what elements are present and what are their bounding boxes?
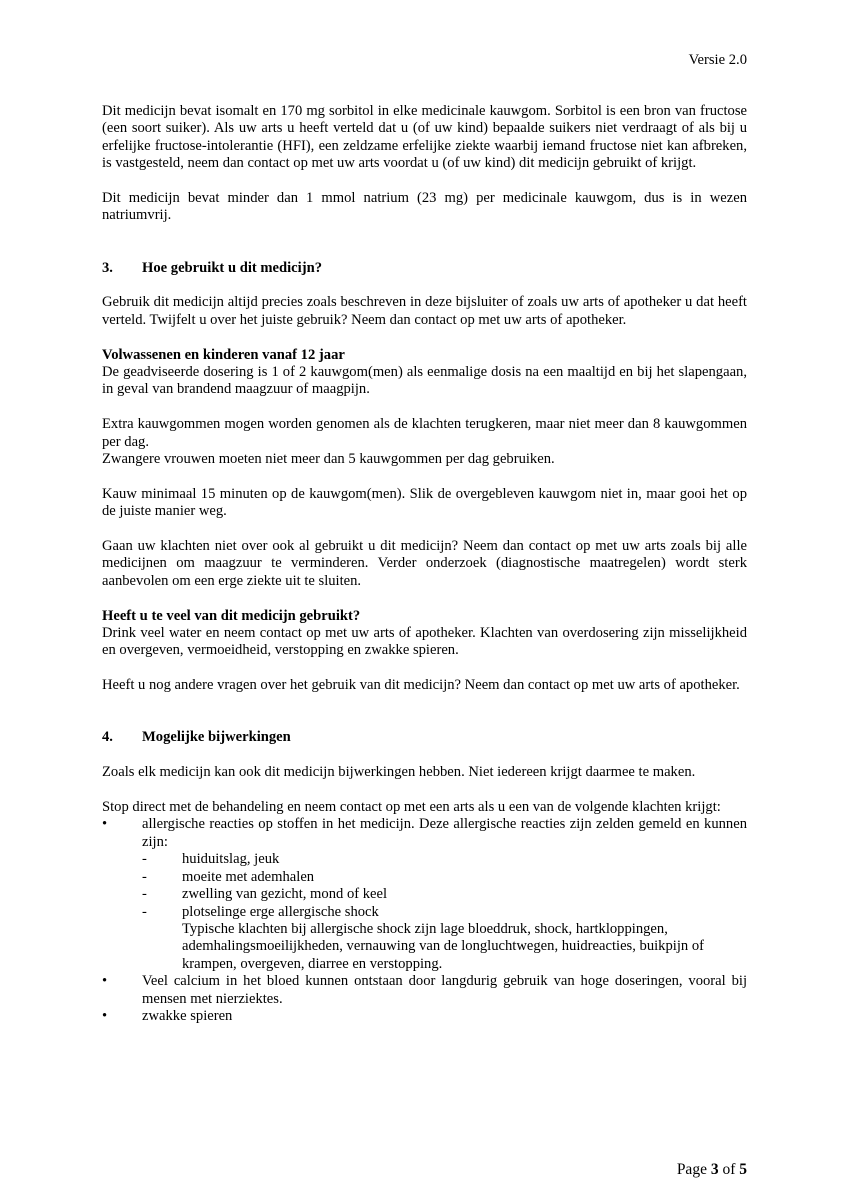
overdose-subheading: Heeft u te veel van dit medicijn gebruikt? bbox=[102, 607, 361, 624]
chew-paragraph: Kauw minimaal 15 minuten op de kauwgom(men). Slik de overgebleven kauwgom niet in, maar gooi het op de juiste manier weg. bbox=[102, 485, 747, 520]
allergic-reactions-text: • allergische reacties op stoffen in het medicijn. Deze allergische reacties zijn zelden gemeld en kunnen zijn: bbox=[142, 816, 747, 850]
document-body bbox=[102, 103, 747, 1025]
extra-gum-paragraph: Extra kauwgommen mogen worden genomen als de klachten terugkeren, maar niet meer dan 8 kauwgommen per dag. bbox=[102, 416, 747, 450]
list-item: • Veel calcium in het bloed kunnen ontstaan door langdurig gebruik van hoge doseringen, vooral bij mensen met nierziektes. bbox=[102, 973, 747, 1008]
list-item: - moeite met ademhalen bbox=[142, 869, 747, 886]
dosage-paragraph: De geadviseerde dosering is 1 of 2 kauwgom(men) als eenmalige dosis na een maaltijd en bij het slapengaan, in geval van brandend maagzuur of maagpijn. bbox=[102, 364, 747, 398]
allergic-symptoms-list bbox=[142, 851, 747, 921]
pregnant-paragraph: Zwangere vrouwen moeten niet meer dan 5 kauwgommen per dag gebruiken. bbox=[102, 451, 555, 468]
side-effects-paragraph: Zoals elk medicijn kan ook dit medicijn bijwerkingen hebben. Niet iedereen krijgt daarmee te maken. bbox=[102, 764, 696, 781]
shock-symptoms-note: Typische klachten bij allergische shock zijn lage bloeddruk, shock, hartkloppingen, ademhalingsmoeilijkheden, vernauwing van de longluchtwegen, huidreacties, buikpijn of krampen, overgeven, diarree en verstopping. bbox=[182, 920, 704, 972]
overdose-paragraph: Drink veel water en neem contact op met uw arts of apotheker. Klachten van overdosering zijn misselijkheid en overgeven, vermoeidheid, verstopping en zwakke spieren. bbox=[102, 625, 747, 659]
persisting-complaints-paragraph: Gaan uw klachten niet over ook al gebruikt u dit medicijn? Neem dan contact op met uw arts zoals bij alle medicijnen om maagzuur te verminderen. Verder onderzoek (diagnostische maatregelen) wordt sterk aanbevolen om een erge ziekte uit te sluiten. bbox=[102, 538, 747, 589]
adults-subheading: Volwassenen en kinderen vanaf 12 jaar bbox=[102, 346, 345, 363]
page-label: Page bbox=[676, 1161, 707, 1178]
section-3-heading bbox=[102, 260, 747, 277]
list-item bbox=[102, 816, 747, 973]
version-label: Versie 2.0 bbox=[688, 52, 747, 68]
list-item: - zwelling van gezicht, mond of keel bbox=[142, 886, 747, 903]
list-item: • zwakke spieren bbox=[102, 1008, 747, 1025]
usage-paragraph: Gebruik dit medicijn altijd precies zoals beschreven in deze bijsluiter of zoals uw arts of apotheker u dat heeft verteld. Twijfelt u over het juiste gebruik? Neem dan contact op met uw arts of apotheker. bbox=[102, 294, 747, 328]
section-3-number: 3. bbox=[102, 259, 113, 276]
list-item: - huiduitslag, jeuk bbox=[142, 851, 747, 868]
questions-paragraph: Heeft u nog andere vragen over het gebruik van dit medicijn? Neem dan contact op met uw arts of apotheker. bbox=[102, 677, 740, 694]
stop-treatment-paragraph: Stop direct met de behandeling en neem contact op met een arts als u een van de volgende klachten krijgt: bbox=[102, 799, 721, 816]
side-effects-list bbox=[102, 816, 747, 1025]
page-total: 5 bbox=[739, 1161, 747, 1178]
section-3-title: Hoe gebruikt u dit medicijn? bbox=[142, 259, 322, 276]
section-4-heading bbox=[102, 729, 747, 746]
list-item: - plotselinge erge allergische shock bbox=[142, 904, 747, 921]
section-4-title: Mogelijke bijwerkingen bbox=[142, 729, 291, 746]
sodium-paragraph: Dit medicijn bevat minder dan 1 mmol natrium (23 mg) per medicinale kauwgom, dus is in wezen natriumvrij. bbox=[102, 190, 747, 224]
sorbitol-paragraph: Dit medicijn bevat isomalt en 170 mg sorbitol in elke medicinale kauwgom. Sorbitol is een bron van fructose (een soort suiker). Als uw arts u heeft verteld dat u (of uw kind) bepaalde suikers niet verdraagt of als bij u erfelijke fructose-intolerantie (HFI), een zeldzame erfelijke ziekte waarbij iemand fructose niet kan afbreken, is vastgesteld, neem dan contact op met uw arts voordat u (of uw kind) dit medicijn gebruikt of krijgt. bbox=[102, 103, 747, 172]
of-label: of bbox=[722, 1161, 736, 1178]
section-4-number: 4. bbox=[102, 729, 113, 746]
page-current: 3 bbox=[710, 1161, 719, 1178]
page-number bbox=[677, 1161, 747, 1178]
